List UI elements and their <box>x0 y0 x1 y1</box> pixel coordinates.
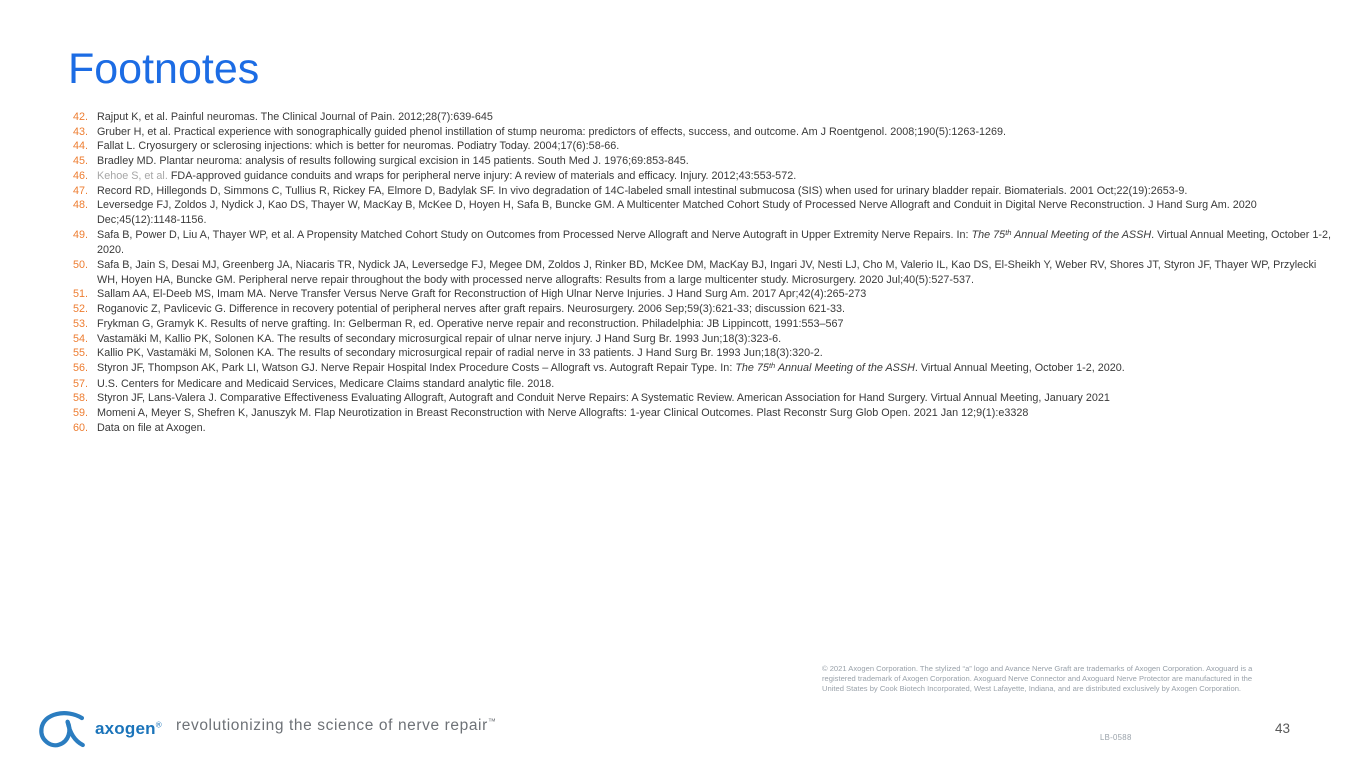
reference-text: Vastamäki M, Kallio PK, Solonen KA. The results of secondary microsurgical repair of ulnar nerve injury. J Hand Surg Br. 1993 Jun;18(3):323-6. <box>97 332 782 345</box>
reference-text: Kehoe S, et al. FDA-approved guidance conduits and wraps for peripheral nerve injury: A review of materials and efficacy. Injury. 2012;43:553-572. <box>97 169 797 182</box>
reference-item <box>58 287 1336 302</box>
reference-number: 53. <box>72 317 88 330</box>
axogen-stylized-a-icon <box>33 706 87 752</box>
reference-text: Bradley MD. Plantar neuroma: analysis of results following surgical excision in 145 patients. South Med J. 1976;69:853-845. <box>97 155 689 168</box>
reference-text: Styron JF, Thompson AK, Park LI, Watson GJ. Nerve Repair Hospital Index Procedure Costs – Allograft vs. Autograft Repair Type. In: The 75th Annual Meeting of the ASSH. Virtual Annual Meeting, October 1-2, 2020. <box>97 360 1125 374</box>
reference-number: 47. <box>72 184 88 197</box>
reference-text: Fallat L. Cryosurgery or sclerosing injections: which is better for neuromas. Podiatry Today. 2004;17(6):58-66. <box>97 140 620 153</box>
document-code: LB-0588 <box>1100 733 1132 742</box>
page-title: Footnotes <box>68 44 260 93</box>
reference-item <box>58 184 1336 199</box>
reference-item <box>58 125 1336 140</box>
reference-item <box>58 258 1336 287</box>
reference-number: 42. <box>72 111 88 123</box>
reference-item <box>58 421 1336 436</box>
reference-number: 43. <box>72 125 88 138</box>
reference-number: 54. <box>72 332 88 345</box>
reference-text: U.S. Centers for Medicare and Medicaid Services, Medicare Claims standard analytic file. 2018. <box>97 377 555 390</box>
reference-number: 58. <box>72 392 88 405</box>
slide-page-number: 43 <box>1275 721 1291 736</box>
reference-item <box>58 154 1336 169</box>
reference-item <box>58 198 1336 227</box>
reference-text: Momeni A, Meyer S, Shefren K, Januszyk M. Flap Neurotization in Breast Reconstruction with Nerve Allografts: 1-year Clinical Outcomes. Plast Reconstr Surg Glob Open. 2021 Jan 12;9(1):e3328 <box>97 407 1029 420</box>
reference-text: Safa B, Power D, Liu A, Thayer WP, et al. A Propensity Matched Cohort Study on Outcomes from Processed Nerve Allograft and Nerve Autograft in Upper Extremity Nerve Repairs. In: The 75th Annual Meeting of the ASSH. Virtual Annual Meeting, October 1-2, 2020. <box>97 227 1331 257</box>
legal-disclaimer-text: © 2021 Axogen Corporation. The stylized “a” logo and Avance Nerve Graft are trademarks of Axogen Corporation. Axoguard is a registered trademark of Axogen Corporation. Axoguard Nerve Connector and Axoguard Nerve Protector are manufactured in the United States by Cook Biotech Incorporated, West Lafayette, Indiana, and are distributed exclusively by Axogen Corporation. <box>822 664 1253 693</box>
reference-text: Styron JF, Lans-Valera J. Comparative Effectiveness Evaluating Allograft, Autograft and Conduit Nerve Repairs: A Systematic Review. American Association for Hand Surgery. Virtual Annual Meeting, January 2021 <box>97 392 1110 405</box>
reference-item <box>58 332 1336 347</box>
reference-number: 52. <box>72 303 88 316</box>
reference-item <box>58 302 1336 317</box>
registered-trademark-mark: ® <box>155 720 162 730</box>
reference-number: 50. <box>72 259 88 272</box>
reference-item <box>58 169 1336 184</box>
reference-text: Kallio PK, Vastamäki M, Solonen KA. The results of secondary microsurgical repair of radial nerve in 33 patients. J Hand Surg Br. 1993 Jun;18(3):320-2. <box>97 347 823 360</box>
reference-number: 51. <box>72 288 88 301</box>
reference-item <box>58 377 1336 392</box>
reference-number: 55. <box>72 347 88 360</box>
reference-item <box>58 361 1336 377</box>
reference-number: 57. <box>72 377 88 390</box>
reference-text: Leversedge FJ, Zoldos J, Nydick J, Kao DS, Thayer W, MacKay B, McKee D, Hoyen H, Safa B, Buncke GM. A Multicenter Matched Cohort Study of Processed Nerve Allograft and Conduit in Digital Nerve Reconstruction. J Hand Surg Am. 2020 Dec;45(12):1148-1156. <box>97 199 1257 226</box>
reference-text: Gruber H, et al. Practical experience with sonographically guided phenol instillation of stump neuroma: predictors of effects, success, and outcome. Am J Roentgenol. 2008;190(5):1263-1269. <box>97 125 1007 138</box>
references-list <box>58 110 1336 435</box>
reference-item <box>58 228 1336 258</box>
reference-text: Data on file at Axogen. <box>97 421 206 434</box>
reference-text: Record RD, Hillegonds D, Simmons C, Tullius R, Rickey FA, Elmore D, Badylak SF. In vivo degradation of 14C-labeled small intestinal submucosa (SIS) when used for urinary bladder repair. Biomaterials. 2001 Oct;22(19):2653-9. <box>97 184 1188 197</box>
reference-item <box>58 139 1336 154</box>
trademark-mark: ™ <box>487 717 496 726</box>
axogen-logo-wordmark: axogen® <box>95 719 162 738</box>
reference-item <box>58 317 1336 332</box>
reference-number: 45. <box>72 155 88 168</box>
reference-text: Roganovic Z, Pavlicevic G. Difference in recovery potential of peripheral nerves after graft repairs. Neurosurgery. 2006 Sep;59(3):621-33; discussion 621-33. <box>97 303 845 316</box>
reference-number: 56. <box>72 361 88 374</box>
reference-text: Rajput K, et al. Painful neuromas. The Clinical Journal of Pain. 2012;28(7):639-645 <box>97 111 493 123</box>
reference-text: Safa B, Jain S, Desai MJ, Greenberg JA, Niacaris TR, Nydick JA, Leversedge FJ, Megee DM, Zoldos J, Rinker BD, McKee DM, MacKay BJ, Ingari JV, Nesti LJ, Cho M, Valerio IL, Kao DS, El-Sheikh Y, Weber RV, Shores JT, Styron JF, Thayer WP, Przylecki WH, Hoyen HA, Buncke GM. Peripheral nerve repair throughout the body with processed nerve allografts: Results from a large multicenter study. Microsurgery. 2020 Jul;40(5):527-537. <box>97 259 1317 286</box>
reference-number: 46. <box>72 169 88 182</box>
reference-number: 44. <box>72 140 88 153</box>
reference-item <box>58 346 1336 361</box>
reference-number: 59. <box>72 407 88 420</box>
reference-item <box>58 110 1336 125</box>
reference-text: Sallam AA, El-Deeb MS, Imam MA. Nerve Transfer Versus Nerve Graft for Reconstruction of High Ulnar Nerve Injuries. J Hand Surg Am. 2017 Apr;42(4):265-273 <box>97 288 867 301</box>
reference-number: 49. <box>72 228 88 241</box>
reference-text: Frykman G, Gramyk K. Results of nerve grafting. In: Gelberman R, ed. Operative nerve repair and reconstruction. Philadelphia: JB Lippincott, 1991:553–567 <box>97 317 844 330</box>
reference-item <box>58 391 1336 406</box>
brand-tagline: revolutionizing the science of nerve repair™ <box>176 717 496 735</box>
reference-item <box>58 406 1336 421</box>
reference-number: 48. <box>72 199 88 212</box>
axogen-logo <box>33 706 162 752</box>
reference-number: 60. <box>72 421 88 434</box>
